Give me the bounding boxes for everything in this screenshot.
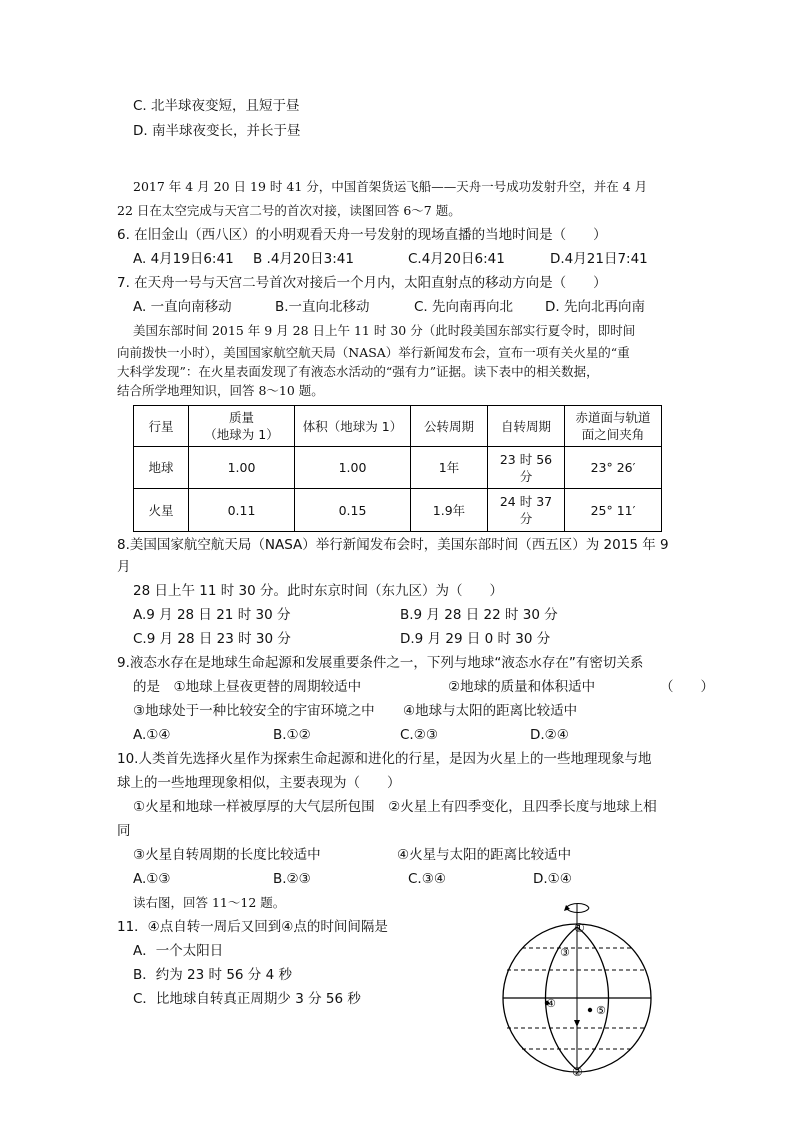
q8-option-a: A.9 月 28 日 21 时 30 分 xyxy=(133,607,291,623)
table-cell: 23 时 56 分 xyxy=(488,447,565,489)
earth-rotation-globe-diagram xyxy=(490,900,660,1090)
q10-stem-line1: 10.人类首先选择火星作为探索生命起源和进化的行星，是因为火星上的一些地理现象与地 xyxy=(117,751,652,767)
q10-stem-line2: 球上的一些地理现象相似，主要表现为（ ） xyxy=(117,775,401,791)
q8-stem-line3: 28 日上午 11 时 30 分。此时东京时间（东九区）为（ ） xyxy=(133,583,503,599)
table-header-cell: 赤道面与轨道 面之间夹角 xyxy=(565,406,662,447)
q9-stem-line3b: ④地球与太阳的距离比较适中 xyxy=(403,703,578,719)
q11-option-a: A．一个太阳日 xyxy=(133,943,224,959)
point-5-dot xyxy=(588,1008,592,1012)
q7-option-a: A. 一直向南移动 xyxy=(133,299,232,315)
q8-option-d: D.9 月 29 日 0 时 30 分 xyxy=(400,631,551,647)
intro-6-7-line2: 22 日在太空完成与天宫二号的首次对接，读图回答 6～7 题。 xyxy=(117,203,461,218)
intro-8-10-line4: 结合所学地理知识，回答 8～10 题。 xyxy=(117,383,324,398)
q10-option-b: B.②③ xyxy=(273,871,311,887)
table-cell: 0.11 xyxy=(189,489,295,532)
arrow-down-icon xyxy=(574,1020,580,1027)
q10-stem-line5a: ③火星自转周期的长度比较适中 xyxy=(133,847,321,863)
q6-option-b: B .4月20日3:41 xyxy=(253,251,354,267)
q9-stem-line2a: 的是 ①地球上昼夜更替的周期较适中 xyxy=(133,679,362,695)
point-3-label: ③ xyxy=(560,946,570,959)
table-cell: 23° 26′ xyxy=(565,447,662,489)
q5-option-c: C. 北半球夜变短，且短于昼 xyxy=(133,98,300,114)
q7-option-d: D. 先向北再向南 xyxy=(545,299,645,315)
q6-option-a: A. 4月19日6:41 xyxy=(133,251,234,267)
table-cell: 1.9年 xyxy=(411,489,488,532)
table-cell: 1.00 xyxy=(189,447,295,489)
q9-answer-bracket: （ ） xyxy=(660,679,714,695)
q9-option-d: D.②④ xyxy=(530,727,569,743)
table-header-cell: 公转周期 xyxy=(411,406,488,447)
q11-option-c: C．比地球自转真正周期少 3 分 56 秒 xyxy=(133,991,361,1007)
intro-11-12: 读右图，回答 11～12 题。 xyxy=(133,895,286,910)
intro-8-10-line1: 美国东部时间 2015 年 9 月 28 日上午 11 时 30 分（此时段美国东部实行夏令时，即时间 xyxy=(133,323,636,338)
q7-option-c: C. 先向南再向北 xyxy=(414,299,514,315)
q9-option-b: B.①② xyxy=(273,727,311,743)
point-4-label: ④ xyxy=(546,997,556,1010)
q9-stem-line3a: ③地球处于一种比较安全的宇宙环境之中 xyxy=(133,703,375,719)
q9-option-c: C.②③ xyxy=(400,727,438,743)
q9-option-a: A.①④ xyxy=(133,727,171,743)
table-cell: 地球 xyxy=(134,447,189,489)
q8-option-c: C.9 月 28 日 23 时 30 分 xyxy=(133,631,291,647)
q10-option-a: A.①③ xyxy=(133,871,171,887)
q10-option-d: D.①④ xyxy=(533,871,572,887)
q5-option-d: D. 南半球夜变长，并长于昼 xyxy=(133,123,301,139)
point-2-label: ② xyxy=(572,1065,583,1079)
table-header-cell: 质量 （地球为 1） xyxy=(189,406,295,447)
table-cell: 火星 xyxy=(134,489,189,532)
q6-option-d: D.4月21日7:41 xyxy=(550,251,648,267)
planet-data-table xyxy=(133,405,662,532)
q8-option-b: B.9 月 28 日 22 时 30 分 xyxy=(400,607,558,623)
intro-8-10-line3: 大科学发现”：在火星表面发现了有液态水活动的“强有力”证据。读下表中的相关数据， xyxy=(117,364,599,379)
q10-stem-line3: ①火星和地球一样被厚厚的大气层所包围 ②火星上有四季变化，且四季长度与地球上相 xyxy=(133,799,657,815)
table-cell: 25° 11′ xyxy=(565,489,662,532)
intro-8-10-line2: 向前拨快一小时），美国国家航空航天局（NASA）举行新闻发布会，宣布一项有关火星的“重 xyxy=(117,345,630,360)
table-header-row xyxy=(134,406,662,447)
q9-stem-line2b: ②地球的质量和体积适中 xyxy=(448,679,596,695)
point-5-label: ⑤ xyxy=(596,1004,606,1017)
point-1-label: ① xyxy=(574,921,585,935)
q10-option-c: C.③④ xyxy=(408,871,446,887)
q7-stem: 7. 在天舟一号与天宫二号首次对接后一个月内，太阳直射点的移动方向是（ ） xyxy=(117,275,607,291)
table-header-cell: 体积（地球为 1） xyxy=(295,406,411,447)
intro-6-7-line1: 2017 年 4 月 20 日 19 时 41 分，中国首架货运飞船——天舟一号成功发射升空，并在 4 月 xyxy=(133,179,648,194)
q6-stem: 6. 在旧金山（西八区）的小明观看天舟一号发射的现场直播的当地时间是（ ） xyxy=(117,227,607,243)
table-row-mars xyxy=(134,489,662,532)
table-cell: 1.00 xyxy=(295,447,411,489)
table-cell: 24 时 37 分 xyxy=(488,489,565,532)
q8-stem-line1: 8.美国国家航空航天局（NASA）举行新闻发布会时，美国东部时间（西五区）为 2015 年 9 xyxy=(117,537,669,553)
q6-option-c: C.4月20日6:41 xyxy=(408,251,505,267)
table-cell: 1年 xyxy=(411,447,488,489)
q7-option-b: B.一直向北移动 xyxy=(275,299,370,315)
table-header-cell: 行星 xyxy=(134,406,189,447)
q9-stem-line1: 9.液态水存在是地球生命起源和发展重要条件之一，下列与地球“液态水存在”有密切关系 xyxy=(117,655,644,671)
table-header-cell: 自转周期 xyxy=(488,406,565,447)
q11-option-b: B．约为 23 时 56 分 4 秒 xyxy=(133,967,292,983)
q10-stem-line5b: ④火星与太阳的距离比较适中 xyxy=(397,847,572,863)
q11-stem: 11．④点自转一周后又回到④点的时间间隔是 xyxy=(117,919,388,935)
q8-stem-line2: 月 xyxy=(117,559,131,575)
table-cell: 0.15 xyxy=(295,489,411,532)
table-row-earth xyxy=(134,447,662,489)
q10-stem-line4: 同 xyxy=(117,823,131,839)
